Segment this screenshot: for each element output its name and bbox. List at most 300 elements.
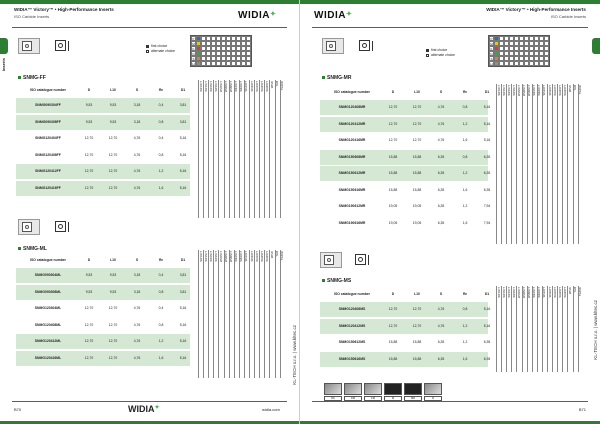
grade-label: WS30PT (250, 81, 254, 92)
dimension-value: 4,76 (133, 136, 141, 140)
grade-label: THM (276, 81, 279, 87)
first-choice-icon (146, 45, 149, 48)
section-tab (0, 38, 8, 54)
thumb-label: DS (324, 396, 342, 401)
material-grid (488, 35, 550, 67)
table-row (16, 148, 190, 163)
column-header: Rε (158, 88, 164, 92)
catalogue-number: SNMG150616MS (338, 356, 366, 361)
thumbnail (424, 383, 442, 395)
dimension-value: 5,16 (179, 322, 187, 327)
dimension-value: 12,70 (412, 121, 422, 126)
dimension-value: 19,05 (388, 220, 398, 225)
grade-column (280, 80, 285, 218)
dimension-value: 0,8 (158, 119, 164, 124)
grade-label: WS10PT (245, 81, 249, 92)
catalogue-number: SNMG120404ML (34, 306, 62, 310)
column-header: D (391, 90, 395, 94)
alternate-choice-icon (426, 54, 429, 57)
dimension-drawing-icon (352, 252, 376, 268)
dimension-value: 4,76 (437, 121, 445, 126)
grade-label: WP10CT (497, 85, 501, 96)
table-row (320, 216, 491, 231)
dimension-value: 1,2 (462, 171, 468, 175)
legend: first choice alternate choice (426, 48, 455, 58)
dimension-value: 12,70 (412, 323, 422, 328)
dimension-value: 5,16 (179, 355, 187, 360)
grade-label: WK20CT (240, 251, 244, 262)
dimension-value: 7,94 (483, 204, 491, 208)
table-row (16, 301, 190, 316)
grade-label: WS10PT (543, 287, 547, 298)
dimension-value: 12,70 (388, 323, 398, 328)
catalogue-number: SNMG120412FF (35, 169, 61, 173)
grade-label: WU10PT (553, 287, 557, 298)
catalogue-number: SNMG090304FF (35, 103, 61, 107)
dimension-value: 9,53 (85, 103, 93, 107)
dimension-value: 5,16 (483, 307, 491, 311)
dimension-value: 6,35 (483, 154, 491, 159)
dimension-value: 12,70 (108, 136, 118, 140)
dimension-value: 5,16 (179, 136, 187, 140)
dimension-value: 12,70 (84, 169, 94, 173)
dimension-value: 12,70 (84, 185, 94, 190)
dimension-value: 12,70 (412, 105, 422, 109)
top-bar (0, 0, 299, 4)
grade-label: WP35CT (214, 251, 218, 262)
grade-label: WP35CT (512, 287, 516, 298)
grade-label: WM25CT (225, 81, 228, 92)
dimension-value: 15,88 (412, 340, 422, 344)
dimension-value: 12,70 (388, 138, 398, 142)
dimension-value: 12,70 (84, 322, 94, 327)
grid-cell (246, 61, 251, 66)
dimension-value: 12,70 (388, 307, 398, 311)
grade-label: WP35CT (512, 85, 516, 96)
grade-label: WM15CT (219, 81, 223, 92)
dimension-value: 0,4 (158, 306, 164, 310)
thumbnail (344, 383, 362, 395)
grade-label: WP20 (270, 251, 274, 259)
grade-label: WP20 (568, 85, 572, 93)
material-letter: S (192, 57, 195, 61)
grade-label: WP25CT (507, 287, 511, 298)
dimension-value: 1,2 (462, 340, 468, 344)
catalogue-number: SNMG120408FF (35, 152, 61, 157)
grade-label: WU35PT (563, 287, 567, 298)
dimension-value: 4,76 (133, 322, 141, 327)
table-row (320, 199, 491, 214)
column-header: L10 (414, 292, 420, 296)
dimension-value: 3,81 (179, 119, 187, 124)
thumb-label: DM (344, 396, 362, 401)
dimension-value: 1,2 (158, 169, 164, 173)
column-header: D1 (180, 258, 186, 262)
material-letter: M (490, 42, 493, 46)
dimension-value: 3,81 (179, 273, 187, 277)
dimension-value: 0,8 (462, 105, 468, 109)
insert-table (16, 258, 190, 378)
grade-label: WP10CT (199, 251, 203, 262)
dimension-value: 15,88 (412, 187, 422, 192)
dimension-value: 0,8 (158, 152, 164, 157)
table-row (16, 181, 190, 196)
table-row (16, 115, 190, 130)
grade-label: WK20CT (538, 287, 542, 298)
grade-label: WU10PT (255, 251, 259, 262)
grade-label: WP20 (270, 81, 274, 89)
grade-label: WM35CT (528, 287, 532, 298)
dimension-value: 15,88 (388, 187, 398, 192)
dimension-value: 5,16 (179, 339, 187, 343)
catalogue-number: SNMG120416FF (35, 185, 61, 190)
dimension-value: 6,35 (483, 356, 491, 361)
dimension-value: 12,70 (412, 138, 422, 142)
grade-label: WU25PT (558, 287, 562, 298)
section-title: SNMG-FF (18, 75, 46, 81)
dimension-value: 5,16 (179, 306, 187, 310)
material-letter: P (192, 37, 195, 41)
catalogue-number: SNMG120412ML (34, 339, 62, 343)
column-header: Rε (158, 258, 164, 262)
dimension-value: 15,88 (388, 356, 398, 361)
table-row (320, 100, 491, 115)
dimension-value: 12,70 (108, 152, 118, 157)
grade-column (578, 84, 583, 244)
grade-label: WU35PT (265, 81, 269, 92)
material-letter: H (192, 62, 195, 66)
first-choice-icon (426, 49, 429, 52)
catalogue-number: SNMG120408MR (338, 105, 366, 109)
thumbnail (404, 383, 422, 395)
table-row (320, 335, 491, 350)
dimension-value: 15,88 (412, 356, 422, 361)
dimension-value: 0,8 (158, 322, 164, 327)
insert-table (16, 88, 190, 218)
table-row (16, 164, 190, 179)
dimension-value: 15,88 (388, 340, 398, 344)
dimension-value: 0,8 (462, 154, 468, 159)
grade-columns (198, 250, 286, 378)
dimension-value: 12,70 (108, 169, 118, 173)
dimension-value: 9,53 (109, 119, 117, 124)
dimension-value: 12,70 (388, 121, 398, 126)
right-page (300, 0, 600, 424)
table-row (320, 150, 491, 165)
dimension-value: 1,6 (462, 356, 468, 361)
footer-site[interactable]: widia.com (262, 407, 280, 412)
dimension-value: 12,70 (388, 105, 398, 109)
catalogue-number: SNMG120416MR (338, 138, 366, 142)
table-row (16, 131, 190, 146)
grade-label: WK15CT (533, 85, 537, 96)
material-letter: S (490, 57, 493, 61)
section-tab (592, 38, 600, 54)
catalogue-number: SNMG090308ML (34, 289, 62, 294)
dimension-value: 9,53 (85, 273, 93, 277)
dimension-value: 12,70 (108, 339, 118, 343)
dimension-value: 1,2 (462, 121, 468, 126)
dimension-value: 12,70 (108, 185, 118, 190)
side-tab-label: Inserts (1, 58, 6, 72)
application-thumbnails (324, 383, 442, 395)
material-grid (190, 35, 252, 67)
header-title: WIDIA™ Victory™ • High-Performance Inserts (486, 7, 586, 12)
dimension-value: 9,53 (109, 289, 117, 294)
column-header: D (391, 292, 395, 296)
dimension-value: 4,76 (133, 152, 141, 157)
dimension-value: 3,81 (179, 289, 187, 294)
catalogue-number: SNMG090304ML (34, 273, 62, 277)
thumb-label: R (424, 396, 442, 401)
table-row (320, 319, 491, 334)
dimension-value: 19,05 (412, 220, 422, 225)
insert-icon (18, 219, 40, 235)
grade-label: WM25CT (523, 85, 526, 96)
dimension-value: 0,4 (158, 103, 164, 107)
dimension-value: 15,88 (388, 154, 398, 159)
column-header: L10 (414, 90, 420, 94)
grade-label: WP25CT (507, 85, 511, 96)
dimension-drawing-icon (52, 38, 76, 54)
column-header: D (87, 88, 91, 92)
grade-label: WU25PT (558, 85, 562, 96)
material-letter: N (490, 52, 493, 56)
table-row (16, 268, 190, 283)
column-header: Rε (462, 292, 468, 296)
column-header: D1 (484, 90, 490, 94)
page-number: B71 (578, 407, 586, 412)
dimension-value: 9,53 (85, 289, 93, 294)
column-header: S (135, 88, 139, 92)
table-row (16, 351, 190, 366)
top-bar (300, 0, 600, 4)
dimension-value: 4,76 (133, 185, 141, 190)
material-letter: H (490, 62, 493, 66)
dimension-value: 0,4 (158, 136, 164, 140)
dimension-value: 9,53 (109, 103, 117, 107)
material-letter: N (192, 52, 195, 56)
grade-label: TN2000 (579, 85, 583, 95)
table-row (16, 334, 190, 349)
grade-label: WP10CT (497, 287, 501, 298)
dimension-value: 5,16 (179, 152, 187, 157)
thumbnail (384, 383, 402, 395)
grade-label: WP15CT (204, 251, 208, 262)
dimension-value: 6,35 (437, 204, 445, 208)
dimension-value: 3,18 (133, 119, 141, 124)
footer-logo: WIDIA✦ (128, 404, 160, 414)
dimension-value: 5,16 (483, 105, 491, 109)
grade-label: WS10PT (245, 251, 249, 262)
grade-column (578, 286, 583, 372)
dimension-drawing-icon (356, 38, 380, 54)
header-title: WIDIA™ Victory™ • High-Performance Inserts (14, 7, 114, 12)
grade-label: WM25CT (523, 287, 526, 298)
dimension-value: 12,70 (84, 339, 94, 343)
grade-label: WK20CT (538, 85, 542, 96)
widia-logo: WIDIA✦ (314, 10, 353, 21)
dimension-value: 5,16 (483, 121, 491, 126)
column-header: Rε (462, 90, 468, 94)
side-url: KL-TECH s.r.o. | www.kltec.cz (593, 300, 598, 360)
material-letter: P (490, 37, 493, 41)
section-title: SNMG-MR (322, 75, 351, 81)
widia-logo: WIDIA✦ (238, 10, 277, 21)
grade-columns (496, 84, 582, 244)
header-subtitle: ISO Carbide Inserts (14, 14, 50, 19)
grade-label: WP10CT (199, 81, 203, 92)
grade-label: WS30PT (548, 85, 552, 96)
section-title: SNMG-MS (322, 278, 351, 284)
dimension-value: 12,70 (108, 322, 118, 327)
section-title: SNMG-ML (18, 246, 47, 252)
dimension-value: 5,16 (179, 169, 187, 173)
side-url: KL-TECH s.r.o. | www.kltec.cz (292, 325, 297, 385)
insert-table (320, 292, 491, 372)
column-header: ISO catalogue number (30, 258, 66, 262)
grade-label: WM15CT (517, 85, 521, 96)
material-letter: M (192, 42, 195, 46)
grade-label: WK20CT (240, 81, 244, 92)
column-header: S (439, 90, 443, 94)
grade-label: WM35CT (230, 81, 234, 92)
catalogue-number: SNMG150616MR (338, 187, 366, 192)
header-rule (312, 27, 588, 28)
dimension-value: 5,16 (179, 185, 187, 190)
table-row (16, 98, 190, 113)
table-row (320, 352, 491, 367)
dimension-value: 15,88 (388, 171, 398, 175)
dimension-value: 6,35 (437, 171, 445, 175)
column-header: S (135, 258, 139, 262)
thumbnail (324, 383, 342, 395)
dimension-value: 3,81 (179, 103, 187, 107)
dimension-value: 4,76 (133, 306, 141, 310)
dimension-value: 1,2 (158, 339, 164, 343)
insert-icon (322, 38, 344, 54)
dimension-value: 1,6 (158, 355, 164, 360)
material-letter: K (490, 47, 493, 51)
dimension-value: 1,6 (462, 138, 468, 142)
insert-photo (320, 252, 342, 268)
grade-label: WK15CT (533, 287, 537, 298)
catalogue-number: SNMG190616MR (338, 220, 366, 225)
dimension-value: 4,76 (133, 169, 141, 173)
dimension-value: 4,76 (437, 307, 445, 311)
dimension-value: 4,76 (437, 138, 445, 142)
grade-label: TN2000 (281, 251, 285, 261)
grade-label: WU35PT (265, 251, 269, 262)
grade-label: WU10PT (255, 81, 259, 92)
thumb-label: MR (404, 396, 422, 401)
grade-label: WM35CT (528, 85, 532, 96)
column-header: ISO catalogue number (334, 292, 370, 296)
grade-label: WK15CT (235, 81, 239, 92)
grade-label: WU25PT (260, 81, 264, 92)
alternate-choice-icon (146, 50, 149, 53)
catalogue-number: SNMG150608MR (338, 154, 366, 159)
dimension-value: 12,70 (412, 307, 422, 311)
dimension-value: 7,94 (483, 220, 491, 225)
grade-label: WU35PT (563, 85, 567, 96)
table-row (320, 302, 491, 317)
column-header: D1 (484, 292, 490, 296)
legend: first choice alternate choice (146, 44, 175, 54)
dimension-value: 6,35 (437, 340, 445, 344)
thumb-label: M (384, 396, 402, 401)
catalogue-number: SNMG150612MS (338, 340, 366, 344)
table-row (320, 117, 491, 132)
dimension-value: 19,05 (388, 204, 398, 208)
column-header: S (439, 292, 443, 296)
header-subtitle: ISO Carbide Inserts (550, 14, 586, 19)
table-row (320, 133, 491, 148)
grade-columns (198, 80, 286, 218)
insert-icon (18, 38, 40, 54)
grade-label: WM25CT (225, 251, 228, 262)
grade-column (280, 250, 285, 378)
grade-label: WP35CT (214, 81, 218, 92)
column-header: ISO catalogue number (30, 88, 66, 92)
catalogue-number: SNMG120416ML (34, 355, 62, 360)
dimension-value: 3,18 (133, 273, 141, 277)
grade-label: WP15CT (502, 85, 506, 96)
dimension-value: 5,16 (483, 138, 491, 142)
dimension-value: 1,6 (158, 185, 164, 190)
dimension-value: 15,88 (412, 171, 422, 175)
table-row (16, 285, 190, 300)
dimension-value: 12,70 (108, 306, 118, 310)
grid-cell (544, 61, 549, 66)
dimension-value: 4,76 (133, 339, 141, 343)
grade-label: WS10PT (543, 85, 547, 96)
grade-label: WP25CT (209, 251, 213, 262)
dimension-value: 6,35 (483, 171, 491, 175)
dimension-value: 6,35 (437, 187, 445, 192)
dimension-value: 6,35 (437, 220, 445, 225)
thumbnail (364, 383, 382, 395)
catalogue-number: SNMG120408MS (338, 307, 366, 311)
dimension-value: 6,35 (437, 154, 445, 159)
grade-label: WM15CT (219, 251, 223, 262)
grade-label: WU25PT (260, 251, 264, 262)
thumb-label: FM (364, 396, 382, 401)
catalogue-number: SNMG120412MR (338, 121, 366, 126)
grade-label: THM (574, 287, 577, 293)
column-header: ISO catalogue number (334, 90, 370, 94)
dimension-value: 0,4 (158, 273, 164, 277)
dimension-value: 1,6 (462, 187, 468, 192)
dimension-value: 12,70 (84, 136, 94, 140)
dimension-value: 12,70 (84, 152, 94, 157)
footer-rule (12, 401, 287, 402)
dimension-value: 15,88 (412, 154, 422, 159)
column-header: D (87, 258, 91, 262)
table-row (16, 318, 190, 333)
grade-label: WU10PT (553, 85, 557, 96)
dimension-value: 4,76 (133, 355, 141, 360)
dimension-value: 4,76 (437, 323, 445, 328)
catalogue-number: SNMG090308FF (35, 119, 61, 124)
dimension-value: 3,18 (133, 103, 141, 107)
dimension-value: 1,2 (462, 323, 468, 328)
grade-label: WP15CT (204, 81, 208, 92)
dimension-value: 9,53 (85, 119, 93, 124)
dimension-value: 0,8 (158, 289, 164, 294)
dimension-value: 9,53 (109, 273, 117, 277)
dimension-value: 12,70 (108, 355, 118, 360)
